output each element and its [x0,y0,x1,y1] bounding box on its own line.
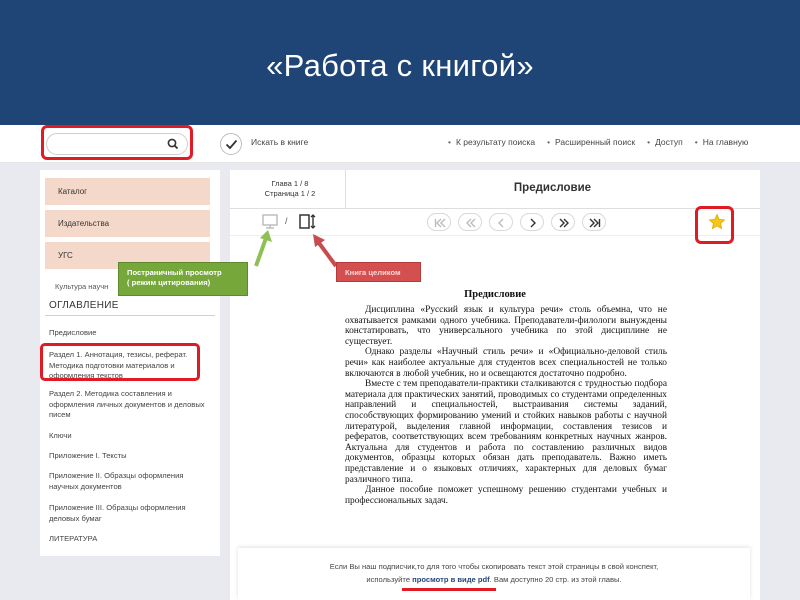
slide-title: «Работа с книгой» [266,48,534,83]
red-arrow [313,234,336,266]
nav-link-home[interactable]: • На главную [695,137,749,147]
pdf-view-link[interactable]: просмотр в виде pdf [412,575,490,584]
nav-link-advanced-search[interactable]: • Расширенный поиск [547,137,635,147]
page-view-callout [118,262,248,296]
document-title: Предисловие [464,289,526,300]
document-paragraph: Однако разделы «Научный стиль речи» и «Официально-деловой стиль речи» как наиболее актуальные для студентов всех специальностей не только включаются в любой учебник, но и освещаются достаточно подробно. [345,347,667,379]
nav-link-back-to-results[interactable]: • К результату поиска [448,137,535,147]
document-paragraph: Дисциплина «Русский язык и культура речи» столь объемна, что не охватывается рамками одного учебника. Преподаватели-филологи вынуждены констатировать, что универсального учебника по этой дисциплине не существует. [345,305,667,347]
toc-heading: ОГЛАВЛЕНИЕ [49,300,119,311]
whole-book-callout: Книга целиком [336,262,421,282]
toc-item-section-1[interactable]: Раздел 1. Аннотация, тезисы, реферат. Методика подготовки материалов и оформления текстов [49,350,188,380]
sidebar-item-publishers[interactable]: Издательства [45,210,210,237]
search-in-book-label: Искать в книге [251,137,309,147]
notice-line-2 [238,575,750,584]
nav-link-access[interactable]: • Доступ [647,137,683,147]
document-paragraph: Вместе с тем преподаватели-практики сталкиваются с трудностью подбора материала для практических занятий, проводимых со студентами определенных направлений и специальностей, выстраивания системы заданий, способствующих формированию умений и стойких навыков работы с научной литературой, выделения главной информации, составления тезисов и рефератов, соответствующих всем требованиям конкретных научных жанров. Актуальна для студентов и работа по составлению различных видов документов, образцы которых обязан дать преподаватель. Важно иметь представление и о языковых отличиях, характерных для деловых бумаг различного типа. [345,379,667,485]
page-view-callout-line-1: Постраничный просмотр [127,268,222,277]
sidebar-item-catalog[interactable]: Каталог [45,178,210,205]
chapter-counter: Глава 1 / 8 [271,179,309,188]
notice-line-1: Если Вы наш подписчик,то для того чтобы скопировать текст этой страницы в свой конспект, [329,562,659,571]
green-arrow [256,230,272,266]
sidebar-sub-item[interactable]: Культура научн [55,282,109,291]
page-view-callout-line-2: ( режим цитирования) [127,278,211,287]
toc-item-literature[interactable]: ЛИТЕРАТУРА [49,534,98,543]
subscriber-notice [238,548,750,600]
toc-item-appendix-2[interactable]: Приложение II. Образцы оформления научных документов [49,471,184,491]
notice-line-2-pre: используйте [366,575,413,584]
toc-item-keys[interactable]: Ключи [49,431,72,440]
reader-header-title: Предисловие [513,182,592,194]
toc-item-preface[interactable]: Предисловие [49,328,97,337]
toc-item-appendix-3[interactable]: Приложение III. Образцы оформления деловых бумаг [49,503,186,523]
page-counter: Страница 1 / 2 [264,189,316,198]
notice-line-2-post: . Вам доступно 20 стр. из этой главы. [489,575,622,584]
document-paragraph: Данное пособие поможет успешному решению студентами учебных и профессиональных задач. [345,485,667,506]
toc-item-appendix-1[interactable]: Приложение I. Тексты [49,451,127,460]
view-mode-separator: / [285,216,288,226]
pdf-link-underline [402,588,496,591]
sidebar-item-ugs[interactable]: УГС [45,242,210,269]
toc-item-section-2[interactable]: Раздел 2. Методика составления и оформления личных документов и деловых писем [49,389,205,419]
document-body [345,305,667,506]
